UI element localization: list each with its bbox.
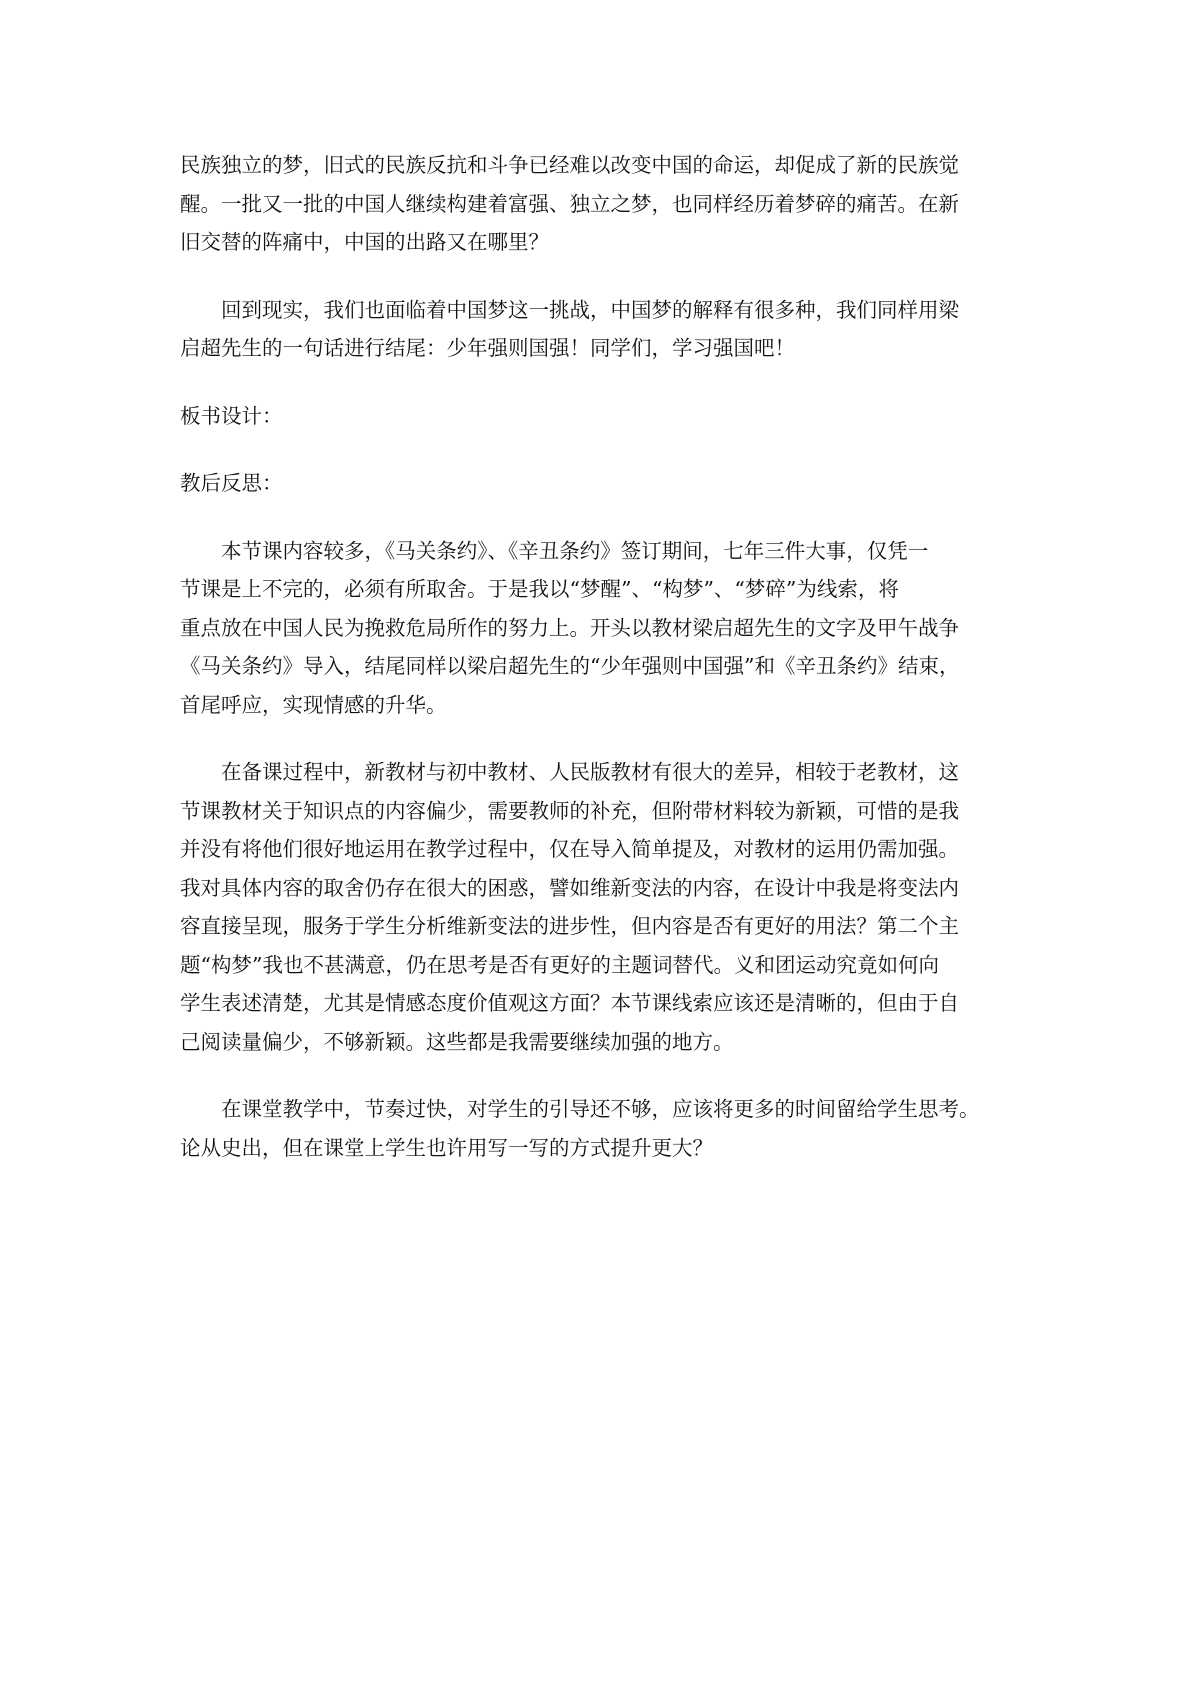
text-line: 民族独立的梦，旧式的民族反抗和斗争已经难以改变中国的命运，却促成了新的民族觉: [180, 153, 959, 177]
heading-text: 教后反思：: [180, 471, 283, 495]
text-line: 在备课过程中，新教材与初中教材、人民版教材有很大的差异，相较于老教材，这: [221, 760, 959, 784]
text-line: 题“构梦”我也不甚满意，仍在思考是否有更好的主题词替代。义和团运动究竟如何向: [180, 952, 939, 977]
text-line: 重点放在中国人民为挽救危局所作的努力上。开头以教材梁启超先生的文字及甲午战争: [180, 615, 959, 640]
document-body: [180, 146, 1040, 1196]
text-line: 学生表述清楚，尤其是情感态度价值观这方面？本节课线索应该还是清晰的，但由于自: [180, 991, 959, 1015]
paragraph-reflection-preparation: [180, 753, 1040, 1061]
paragraph-dream-independence: [180, 146, 1040, 262]
text-line: 论从史出，但在课堂上学生也许用写一写的方式提升更大？: [180, 1135, 713, 1160]
text-line: 首尾呼应，实现情感的升华。: [180, 692, 447, 717]
text-line: 回到现实，我们也面临着中国梦这一挑战，中国梦的解释有很多种，我们同样用梁: [221, 297, 959, 322]
text-line: 我对具体内容的取舍仍存在很大的困惑，譬如维新变法的内容，在设计中我是将变法内: [180, 875, 959, 900]
paragraph-back-to-reality: [180, 291, 1040, 368]
paragraph-reflection-classroom: [180, 1090, 1040, 1167]
paragraph-reflection-content: [180, 532, 1040, 725]
heading-post-teaching-reflection: [180, 464, 1040, 503]
text-line: 容直接呈现，服务于学生分析维新变法的进步性，但内容是否有更好的用法？第二个主: [180, 914, 959, 938]
text-line: 节课是上不完的，必须有所取舍。于是我以“梦醒”、“构梦”、“梦碎”为线索，将: [180, 577, 899, 601]
text-line: 节课教材关于知识点的内容偏少，需要教师的补充，但附带材料较为新颖，可惜的是我: [180, 798, 959, 823]
text-line: 本节课内容较多，《马关条约》、《辛丑条约》签订期间，七年三件大事，仅凭一: [221, 538, 929, 563]
text-line: 己阅读量偏少，不够新颖。这些都是我需要继续加强的地方。: [180, 1029, 734, 1054]
text-line: 并没有将他们很好地运用在教学过程中，仅在导入简单提及，对教材的运用仍需加强。: [180, 837, 959, 861]
text-line: 《马关条约》导入，结尾同样以梁启超先生的“少年强则中国强”和《辛丑条约》结束，: [180, 654, 960, 678]
text-line: 旧交替的阵痛中，中国的出路又在哪里？: [180, 230, 549, 254]
text-line: 在课堂教学中，节奏过快，对学生的引导还不够，应该将更多的时间留给学生思考。: [221, 1097, 980, 1121]
text-line: 醒。一批又一批的中国人继续构建着富强、独立之梦，也同样经历着梦碎的痛苦。在新: [180, 191, 959, 216]
heading-board-design: [180, 397, 1040, 436]
heading-text: 板书设计：: [180, 403, 283, 428]
text-line: 启超先生的一句话进行结尾：少年强则国强！同学们，学习强国吧！: [180, 336, 795, 360]
